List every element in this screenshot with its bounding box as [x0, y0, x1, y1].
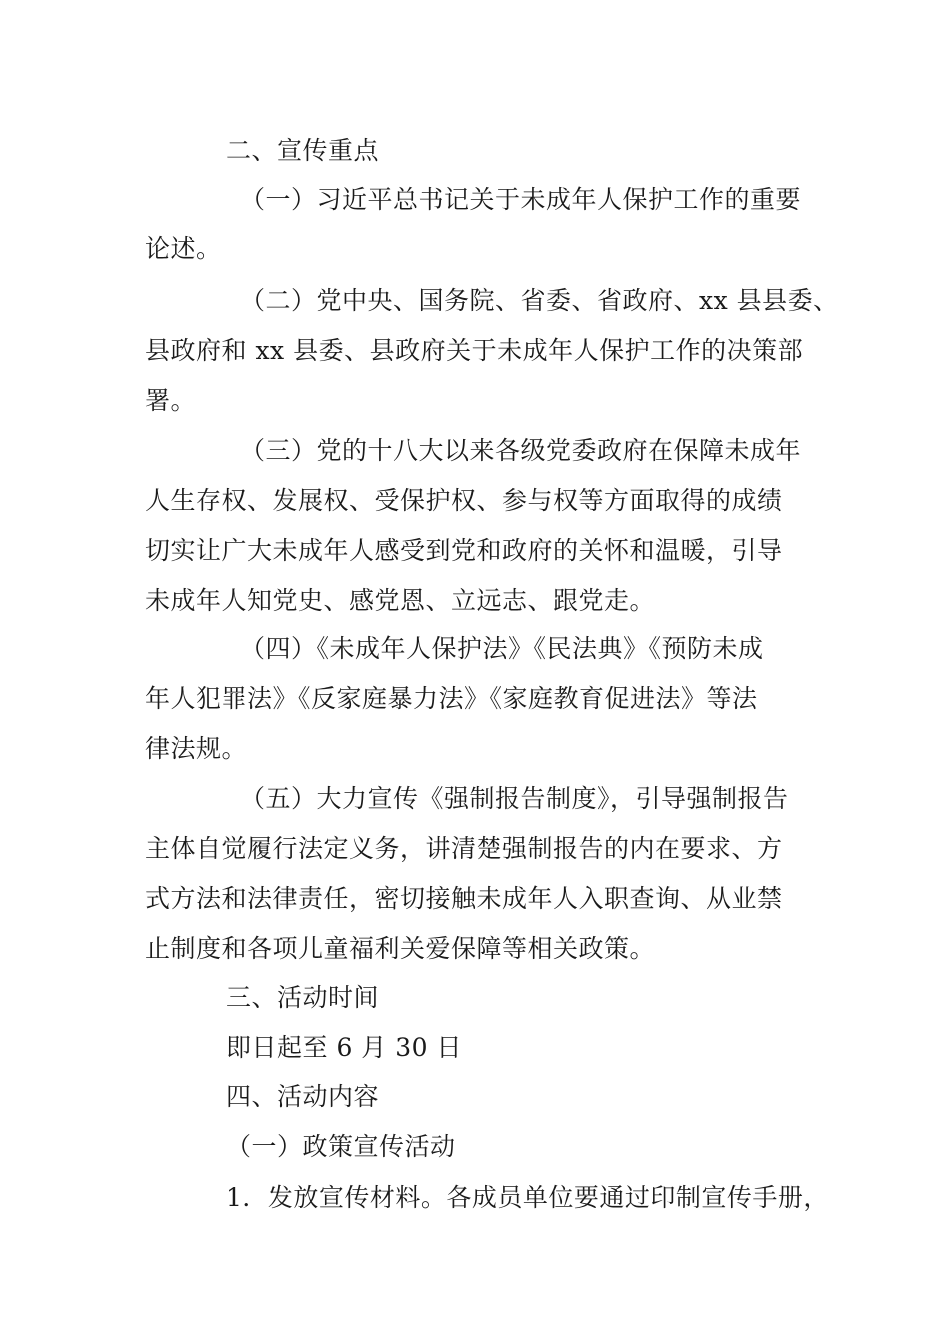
paragraph-line: 即日起至 6 月 30 日 — [226, 1033, 463, 1062]
paragraph-line: 主体自觉履行法定义务，讲清楚强制报告的内在要求、方 — [145, 834, 783, 863]
paragraph-line: 律法规。 — [145, 734, 248, 763]
paragraph-line: 县政府和 xx 县委、县政府关于未成年人保护工作的决策部 — [145, 336, 804, 365]
section-heading-activity-time: 三、活动时间 — [226, 983, 380, 1012]
section-heading-activity-content: 四、活动内容 — [226, 1082, 380, 1111]
paragraph-line: （一）习近平总书记关于未成年人保护工作的重要 — [240, 185, 802, 214]
paragraph-line: 未成年人知党史、感党恩、立远志、跟党走。 — [145, 586, 656, 615]
paragraph-line: （二）党中央、国务院、省委、省政府、xx 县县委、 — [240, 286, 839, 315]
paragraph-line: 年人犯罪法》《反家庭暴力法》《家庭教育促进法》等法 — [145, 684, 758, 713]
paragraph-line: （三）党的十八大以来各级党委政府在保障未成年 — [240, 436, 802, 465]
paragraph-line: （五）大力宣传《强制报告制度》，引导强制报告 — [240, 784, 789, 813]
paragraph-line: 止制度和各项儿童福利关爱保障等相关政策。 — [145, 934, 656, 963]
paragraph-line: 人生存权、发展权、受保护权、参与权等方面取得的成绩 — [145, 486, 783, 515]
section-heading-propaganda-focus: 二、宣传重点 — [226, 136, 380, 165]
paragraph-line: 1．发放宣传材料。各成员单位要通过印制宣传手册， — [226, 1183, 829, 1212]
paragraph-line: 切实让广大未成年人感受到党和政府的关怀和温暖，引导 — [145, 536, 783, 565]
subsection-heading: （一）政策宣传活动 — [226, 1132, 456, 1161]
paragraph-line: （四）《未成年人保护法》《民法典》《预防未成 — [240, 634, 764, 663]
paragraph-line: 论述。 — [145, 234, 222, 263]
paragraph-line: 式方法和法律责任，密切接触未成年人入职查询、从业禁 — [145, 884, 783, 913]
paragraph-line: 署。 — [145, 386, 197, 415]
